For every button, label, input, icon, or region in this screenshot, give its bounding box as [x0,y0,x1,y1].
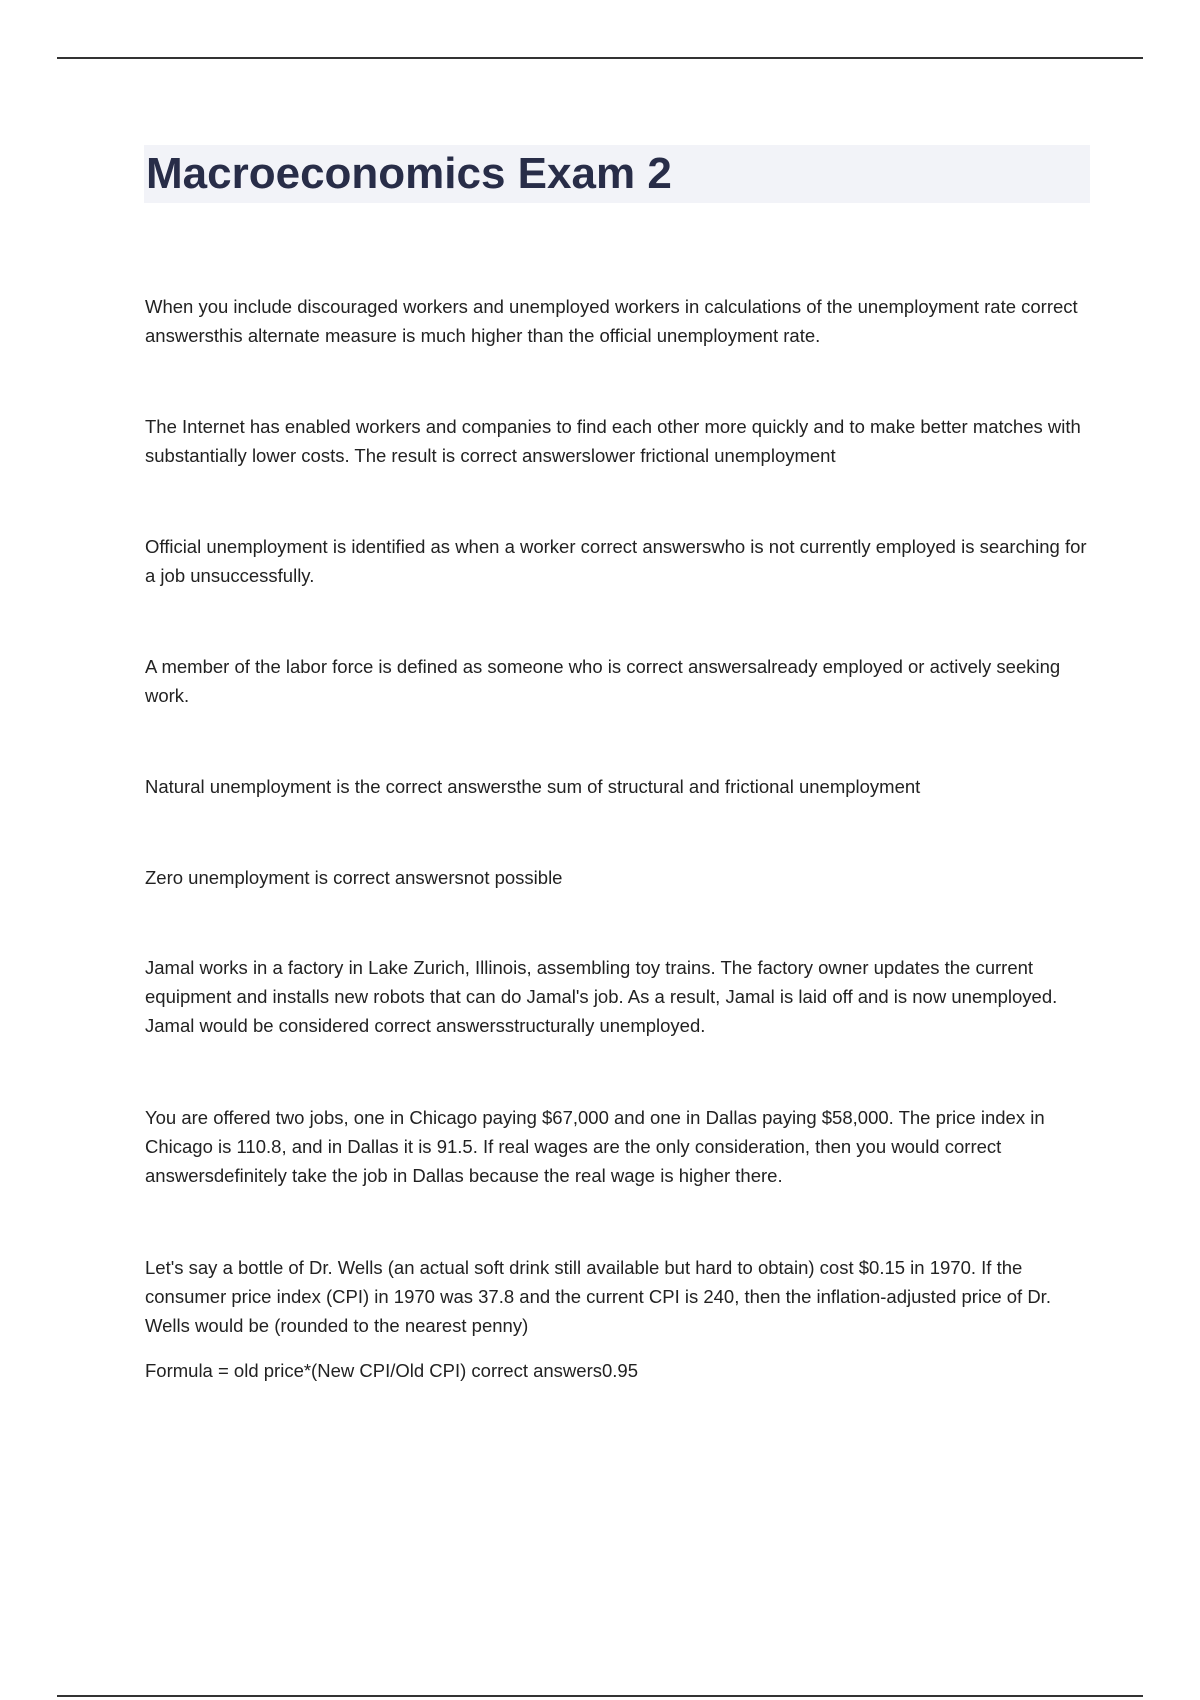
page-title: Macroeconomics Exam 2 [146,149,672,198]
qa-item-3 [145,532,1090,590]
question-text: The Internet has enabled workers and companies to find each other more quickly and to make better matches with substantially lower costs. The result is [145,416,1081,466]
bottom-rule [57,1695,1143,1697]
qa-item-1 [145,292,1090,350]
qa-item-2 [145,412,1090,470]
top-rule [57,57,1143,59]
question-text: Jamal works in a factory in Lake Zurich, Illinois, assembling toy trains. The factory owner updates the current equipment and installs new robots that can do Jamal's job. As a result, Jamal is laid off and is now unemployed. Jamal would be considered [145,957,1058,1036]
question-text: Natural unemployment is the [145,776,381,797]
question-text: You are offered two jobs, one in Chicago paying $67,000 and one in Dallas paying $58,000. The price index in Chicago is 110.8, and in Dallas it is 91.5. If real wages are the only consideration, then you would [145,1107,1045,1157]
formula-line [145,1356,1090,1385]
question-text: Zero unemployment is [145,867,329,888]
qa-item-7 [145,953,1090,1040]
qa-item-5 [145,772,1090,801]
answer-text: correct answersthe sum of structural and frictional unemployment [385,776,921,797]
answer-text: correct answersthis alternate measure is much higher than the official unemployment rate. [145,296,1078,346]
formula-text: Formula = old price*(New CPI/Old CPI) [145,1360,467,1381]
question-text: A member of the labor force is defined as someone who is [145,656,622,677]
answer-text: correct answersalready employed or actively seeking work. [145,656,1061,706]
question-text: Official unemployment is identified as when a worker [145,536,576,557]
answer-text: correct answersstructurally unemployed. [374,1015,706,1036]
answer-text: correct answerslower frictional unemployment [460,445,836,466]
question-text: Let's say a bottle of Dr. Wells (an actual soft drink still available but hard to obtain) cost $0.15 in 1970. If the consumer price index (CPI) in 1970 was 37.8 and the current CPI is 240, then the inflation-adjusted price of Dr. Wells would be (rounded to the nearest penny) [145,1257,1051,1336]
qa-item-9 [145,1253,1090,1340]
question-text: When you include discouraged workers and unemployed workers in calculations of the unemployment rate [145,296,1016,317]
qa-item-8 [145,1103,1090,1190]
answer-text: correct answers0.95 [471,1360,638,1381]
answer-text: correct answersdefinitely take the job in Dallas because the real wage is higher there. [145,1136,1002,1186]
qa-item-4 [145,652,1090,710]
qa-item-6 [145,863,1090,892]
answer-text: correct answersnot possible [333,867,563,888]
title-block [144,145,1090,203]
answer-text: correct answerswho is not currently employed is searching for a job unsuccessfully. [145,536,1087,586]
